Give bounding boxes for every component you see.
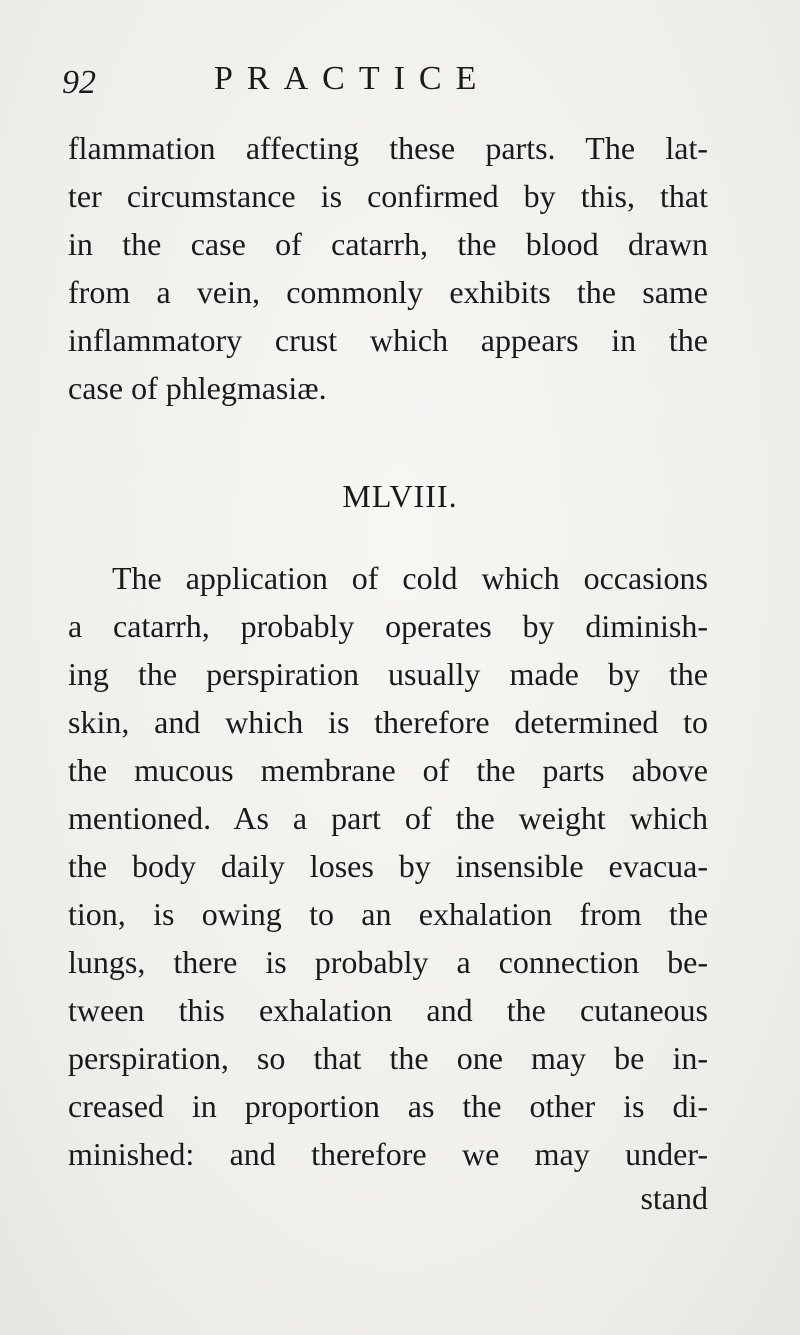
body-text-line: case of phlegmasiæ. (68, 370, 327, 406)
body-text-line: The application of cold which occasions (112, 560, 708, 596)
body-text-line: creased in proportion as the other is di- (68, 1088, 708, 1124)
body-text-line: in the case of catarrh, the blood drawn (68, 226, 708, 262)
body-text-line: inflammatory crust which appears in the (68, 322, 708, 358)
body-text-line: skin, and which is therefore determined to (68, 704, 708, 740)
running-title: PRACTICE (214, 60, 491, 97)
body-text-line: ing the perspiration usually made by the (68, 656, 708, 692)
body-text-line: perspiration, so that the one may be in- (68, 1040, 708, 1076)
body-text-line: the mucous membrane of the parts above (68, 752, 708, 788)
body-text-line: mentioned. As a part of the weight which (68, 800, 708, 836)
body-text-line: flammation affecting these parts. The lat- (68, 130, 708, 166)
body-text-line: lungs, there is probably a connection be- (68, 944, 708, 980)
catchword: stand (640, 1180, 708, 1216)
body-text-line: a catarrh, probably operates by diminish- (68, 608, 708, 644)
section-heading: MLVIII. (342, 478, 458, 514)
body-text-line: minished: and therefore we may under- (68, 1136, 708, 1172)
body-text-line: tween this exhalation and the cutaneous (68, 992, 708, 1028)
body-text-line: the body daily loses by insensible evacua- (68, 848, 708, 884)
body-text-line: from a vein, commonly exhibits the same (68, 274, 708, 310)
body-text-line: tion, is owing to an exhalation from the (68, 896, 708, 932)
page-number: 92 (62, 64, 96, 101)
body-text-line: ter circumstance is confirmed by this, that (68, 178, 708, 214)
